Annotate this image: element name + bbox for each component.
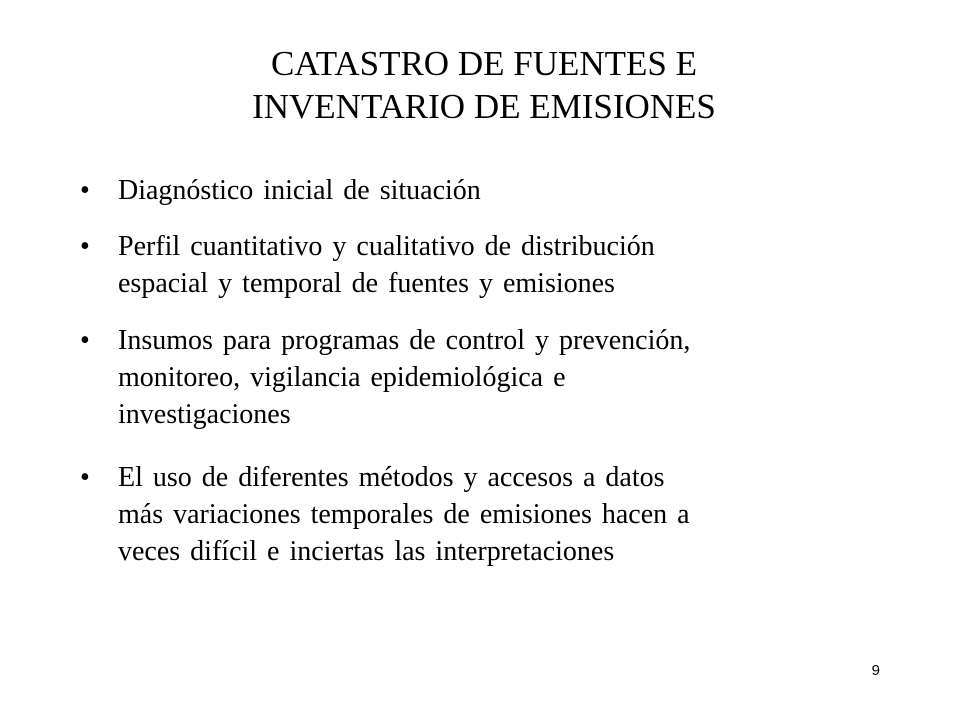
bullet-text-line: veces difícil e inciertas las interpretaciones [118, 536, 615, 567]
bullet-text-line: El uso de diferentes métodos y accesos a datos [118, 462, 665, 493]
bullet-text-line: monitoreo, vigilancia epidemiológica e [118, 362, 566, 393]
bullet-text-line: más variaciones temporales de emisiones hacen a [118, 499, 690, 530]
slide-title [0, 42, 960, 128]
bullet-text-line: Insumos para programas de control y prevención, [118, 325, 691, 356]
bullet-dot-icon: • [80, 175, 90, 206]
bullet-dot-icon: • [80, 462, 90, 493]
bullet-dot-icon: • [80, 325, 90, 356]
bullet-item-diagnostico [0, 172, 960, 209]
page-number: 9 [871, 662, 880, 679]
bullet-item-metodos [0, 459, 960, 570]
bullet-item-insumos [0, 322, 960, 433]
title-line-2: INVENTARIO DE EMISIONES [252, 87, 716, 126]
bullet-dot-icon: • [80, 231, 90, 262]
bullet-text-line: investigaciones [118, 399, 291, 430]
bullet-text-line: Perfil cuantitativo y cualitativo de distribución [118, 231, 655, 262]
title-line-1: CATASTRO DE FUENTES E [271, 44, 697, 83]
bullet-item-perfil [0, 228, 960, 302]
bullet-text-line: espacial y temporal de fuentes y emisiones [118, 268, 615, 299]
bullet-list [0, 172, 960, 589]
bullet-text-line: Diagnóstico inicial de situación [118, 175, 481, 206]
